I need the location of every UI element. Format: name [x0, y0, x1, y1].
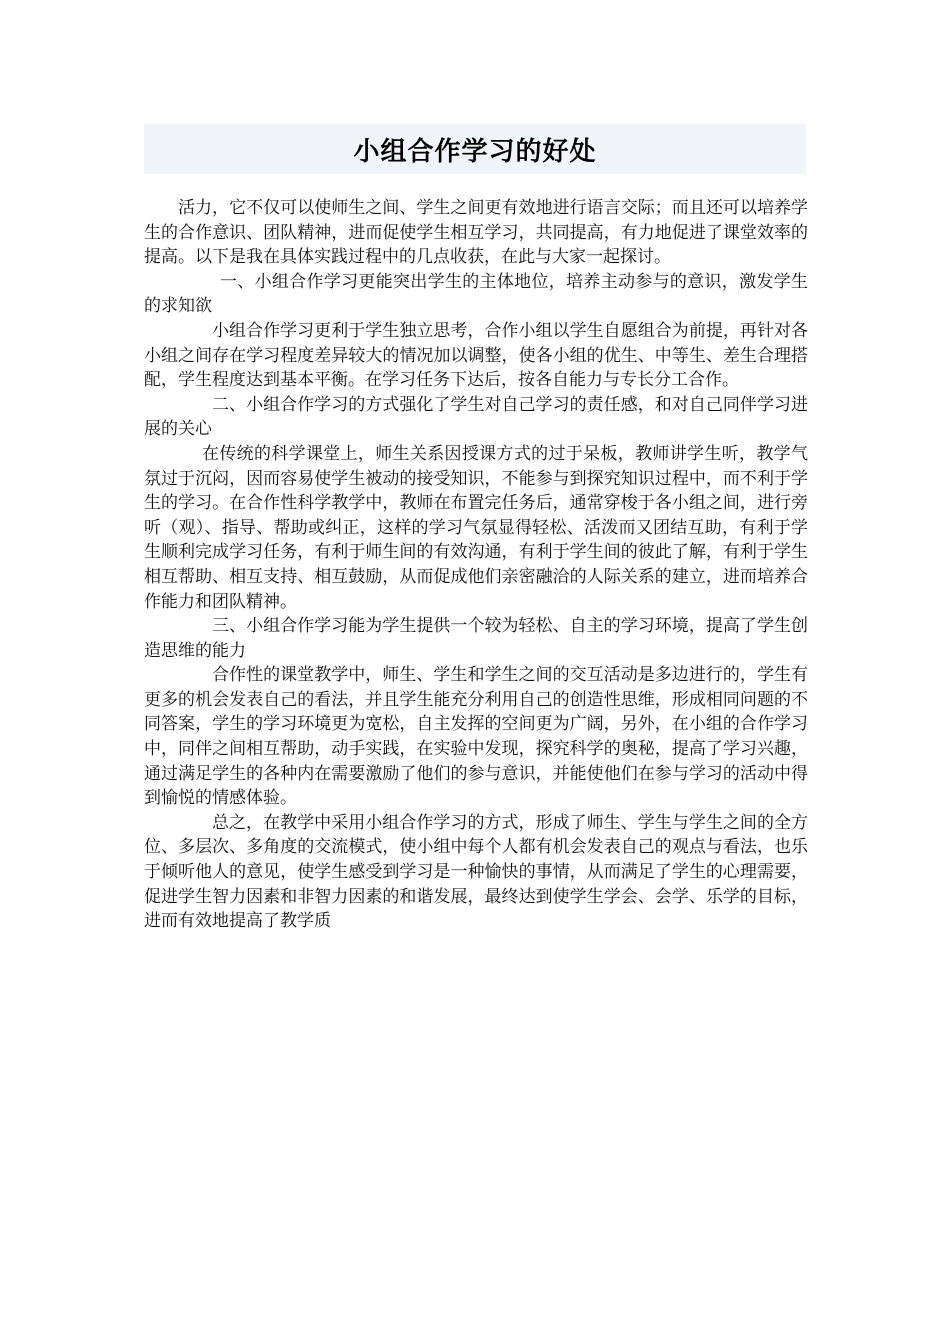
conclusion-paragraph: 总之，在教学中采用小组合作学习的方式，形成了师生、学生与学生之间的全方位、多层次、多角度的交流模式，使小组中每个人都有机会发表自己的观点与看法，也乐于倾听他人的意见，使学生感受到学习是一种愉快的事情，从而满足了学生的心理需要，促进学生智力因素和非智力因素的和谐发展，最终达到使学生学会、会学、乐学的目标，进而有效地提高了教学质 — [144, 812, 808, 932]
section-body-2: 在传统的科学课堂上，师生关系因授课方式的过于呆板，教师讲学生听，教学气氛过于沉闷，因而容易使学生被动的接受知识，不能参与到探究知识过程中，而不利于学生的学习。在合作性科学教学中，教师在布置完任务后，通常穿梭于各小组之间，进行旁听（观）、指导、帮助或纠正，这样的学习气氛显得轻松、活泼而又团结互助，有利于学生顺利完成学习任务，有利于师生间的有效沟通，有利于学生间的彼此了解，有利于学生相互帮助、相互支持、相互鼓励，从而促成他们亲密融洽的人际关系的建立，进而培养合作能力和团队精神。 — [144, 443, 808, 612]
title-band — [144, 124, 806, 174]
section-heading-1: 一、小组合作学习更能突出学生的主体地位，培养主动参与的意识，激发学生的求知欲 — [144, 271, 808, 317]
section-body-1: 小组合作学习更利于学生独立思考，合作小组以学生自愿组合为前提，再针对各小组之间存在学习程度差异较大的情况加以调整，使各小组的优生、中等生、差生合理搭配，学生程度达到基本平衡。在学习任务下达后，按各自能力与专长分工合作。 — [144, 320, 808, 391]
section-body-3: 合作性的课堂教学中，师生、学生和学生之间的交互活动是多边进行的，学生有更多的机会发表自己的看法，并且学生能充分利用自己的创造性思维，形成相同问题的不同答案，学生的学习环境更为宽松，自主发挥的空间更为广阔，另外，在小组的合作学习中，同伴之间相互帮助，动手实践，在实验中发现，探究科学的奥秘，提高了学习兴趣，通过满足学生的各种内在需要激励了他们的参与意识，并能使他们在参与学习的活动中得到愉悦的情感体验。 — [144, 665, 808, 809]
intro-paragraph: 活力，它不仅可以使师生之间、学生之间更有效地进行语言交际；而且还可以培养学生的合作意识、团队精神，进而促使学生相互学习，共同提高，有力地促进了课堂效率的提高。以下是我在具体实践过程中的几点收获，在此与大家一起探讨。 — [144, 198, 808, 268]
section-heading-3: 三、小组合作学习能为学生提供一个较为轻松、自主的学习环境，提高了学生创造思维的能力 — [144, 616, 808, 661]
document-body — [144, 196, 808, 934]
document-title: 小组合作学习的好处 — [353, 136, 597, 167]
section-heading-2: 二、小组合作学习的方式强化了学生对自己学习的责任感，和对自己同伴学习进展的关心 — [144, 394, 808, 440]
